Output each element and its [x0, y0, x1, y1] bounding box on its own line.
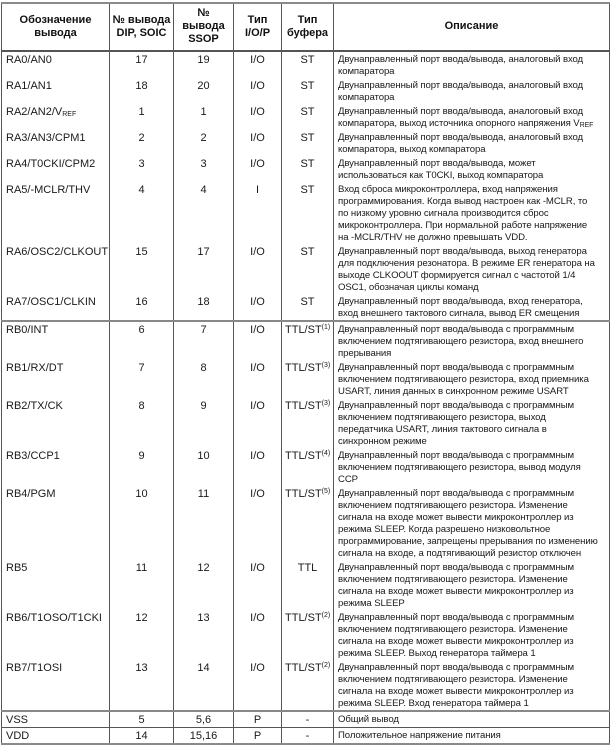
- pin-name-cell: [2, 660, 110, 711]
- pin-description-cell: [334, 610, 610, 660]
- description-line: по низкому уровню сигнала производится сброс: [338, 208, 549, 219]
- table-row: [2, 610, 610, 660]
- description-line: для подключения резонатора. В режиме ER генератора на: [338, 258, 595, 269]
- pin-ssop-number: 3: [174, 156, 234, 182]
- pin-description-cell: [334, 244, 610, 294]
- description-line: CCP: [338, 474, 358, 485]
- pin-name-cell: [2, 448, 110, 486]
- pin-buffer-type: TTL/ST: [285, 450, 322, 462]
- pin-name: VSS: [6, 714, 29, 726]
- pin-io-type: I/O: [234, 360, 282, 398]
- pin-name: RB5: [6, 562, 28, 574]
- pin-name: RA2/AN2/V: [6, 106, 63, 118]
- table-header: [2, 3, 610, 51]
- pin-ssop-number: 8: [174, 360, 234, 398]
- pin-ssop-number: 1: [174, 104, 234, 130]
- pin-name: RA6/OSC2/CLKOUT: [6, 246, 109, 258]
- pin-io-type: P: [234, 728, 282, 745]
- pin-name: RB0/INT: [6, 324, 49, 336]
- pin-dip-number: 6: [110, 321, 174, 360]
- pin-description-cell: [334, 398, 610, 448]
- table-row: [2, 182, 610, 244]
- description-line: компаратора: [338, 92, 395, 103]
- header-line: DIP, SOIC: [116, 26, 167, 39]
- pin-name: RB7/T1OSI: [6, 662, 63, 674]
- description-line: включением подтягивающего резистора, вход приемника: [338, 374, 589, 385]
- description-line: сигнала на входе может вывести микроконтроллер из: [338, 636, 574, 647]
- header-line: I/O/P: [244, 26, 271, 39]
- description-line: Вход сброса микроконтроллера, вход напряжения: [338, 184, 558, 195]
- pin-buffer-type: ST: [300, 246, 315, 258]
- pin-description-cell: [334, 104, 610, 130]
- pin-buffer-type: ST: [300, 296, 315, 308]
- description-line: режима SLEEP: [338, 598, 405, 609]
- pin-buffer-type-cell: [282, 610, 334, 660]
- pin-dip-number: 5: [110, 711, 174, 728]
- pin-dip-number: 18: [110, 78, 174, 104]
- description-line: включением подтягивающего резистора, вход внешнего: [338, 336, 584, 347]
- pin-dip-number: 4: [110, 182, 174, 244]
- pin-name-cell: [2, 321, 110, 360]
- pin-buffer-type-cell: [282, 156, 334, 182]
- description-line: Двунаправленный порт ввода/вывода, может: [338, 158, 536, 169]
- pin-ssop-number: 7: [174, 321, 234, 360]
- pin-ssop-number: 14: [174, 660, 234, 711]
- pin-io-type: I/O: [234, 130, 282, 156]
- pin-io-type: I/O: [234, 610, 282, 660]
- pin-ssop-number: 4: [174, 182, 234, 244]
- table-row: [2, 130, 610, 156]
- pin-description-cell: [334, 321, 610, 360]
- pin-io-type: I/O: [234, 660, 282, 711]
- table-row: [2, 486, 610, 560]
- description-line: Двунаправленный порт ввода/вывода с программным: [338, 562, 575, 573]
- description-subscript: REF: [579, 122, 594, 129]
- pin-name: RA5/-MCLR/THV: [6, 184, 91, 196]
- header-line: № вывода: [182, 7, 225, 32]
- description-line: включением подтягивающего резистора. Изменение: [338, 674, 568, 685]
- pin-buffer-type: TTL/ST: [285, 662, 322, 674]
- pin-dip-number: 11: [110, 560, 174, 610]
- pin-description-cell: [334, 294, 610, 321]
- description-line: включением подтягивающего резистора. Изменение: [338, 500, 568, 511]
- pin-buffer-type: ST: [300, 158, 315, 170]
- pin-ssop-number: 20: [174, 78, 234, 104]
- pin-ssop-number: 15,16: [174, 728, 234, 745]
- pin-name-cell: [2, 711, 110, 728]
- pin-description-cell: [334, 156, 610, 182]
- table-body: [2, 51, 610, 744]
- pin-buffer-type: TTL: [297, 562, 318, 574]
- pin-io-type: I/O: [234, 51, 282, 78]
- table-row: [2, 51, 610, 78]
- pin-buffer-type: ST: [300, 106, 315, 118]
- table-row: [2, 398, 610, 448]
- description-line: сигнала на входе может вывести микроконтроллер из: [338, 686, 574, 697]
- pin-dip-number: 1: [110, 104, 174, 130]
- pin-buffer-type: TTL/ST: [285, 362, 322, 374]
- pin-description-table: [1, 2, 610, 745]
- table-row: [2, 321, 610, 360]
- header-line: Тип: [297, 13, 318, 26]
- description-line: сигнала на входе, а подтягивающий резистор отключен: [338, 548, 582, 559]
- pin-buffer-type-cell: [282, 448, 334, 486]
- pin-description-cell: [334, 51, 610, 78]
- pin-name: RA0/AN0: [6, 54, 52, 66]
- description-line: вход внешнего тактового сигнала, вывод ER смещения: [338, 308, 580, 319]
- pin-name-cell: [2, 610, 110, 660]
- pin-buffer-type-cell: [282, 486, 334, 560]
- description-line: Двунаправленный порт ввода/вывода, аналоговый вход: [338, 106, 584, 117]
- header-buffer-type: [282, 3, 334, 51]
- pin-buffer-type-cell: [282, 360, 334, 398]
- pin-name-cell: [2, 51, 110, 78]
- description-line: программирование, запрещены прерывания по изменению: [338, 536, 598, 547]
- description-line: Двунаправленный порт ввода/вывода, вход генератора,: [338, 296, 583, 307]
- pin-buffer-type: ST: [300, 132, 315, 144]
- pin-name: VDD: [6, 730, 30, 742]
- pin-name: RB6/T1OSO/T1CKI: [6, 612, 102, 624]
- pin-name: RB3/CCP1: [6, 450, 60, 462]
- pin-buffer-type: -: [305, 714, 310, 726]
- pin-io-type: I/O: [234, 560, 282, 610]
- pin-ssop-number: 9: [174, 398, 234, 448]
- table-row: [2, 78, 610, 104]
- description-line: Двунаправленный порт ввода/вывода, выход генератора: [338, 246, 587, 257]
- pin-io-type: P: [234, 711, 282, 728]
- description-line: программирования. Когда вывод настроен как -MCLR, то: [338, 196, 588, 207]
- header-line: Обозначение: [19, 13, 92, 26]
- footnote-ref: (2): [321, 612, 331, 619]
- pin-buffer-type-cell: [282, 560, 334, 610]
- header-line: вывода: [34, 26, 77, 39]
- pin-description-cell: [334, 130, 610, 156]
- pin-dip-number: 16: [110, 294, 174, 321]
- pin-io-type: I/O: [234, 104, 282, 130]
- pin-io-type: I: [234, 182, 282, 244]
- pin-name-cell: [2, 398, 110, 448]
- footnote-ref: (2): [321, 662, 331, 669]
- description-line: режима SLEEP. Вход генератора таймера 1: [338, 698, 529, 709]
- table-row: [2, 711, 610, 728]
- pin-dip-number: 12: [110, 610, 174, 660]
- description-line: микроконтроллера. При нормальной работе напряжение: [338, 220, 588, 231]
- pin-name-cell: [2, 560, 110, 610]
- pin-name-cell: [2, 244, 110, 294]
- header-pin-dip: [110, 3, 174, 51]
- pin-ssop-number: 2: [174, 130, 234, 156]
- pin-io-type: I/O: [234, 156, 282, 182]
- pin-dip-number: 9: [110, 448, 174, 486]
- header-pin-ssop: [174, 3, 234, 51]
- header-io-type: [234, 3, 282, 51]
- description-line: компаратора: [338, 66, 395, 77]
- pin-ssop-number: 18: [174, 294, 234, 321]
- table-row: [2, 360, 610, 398]
- pin-io-type: I/O: [234, 321, 282, 360]
- description-line: Общий вывод: [338, 714, 399, 725]
- pin-buffer-type-cell: [282, 711, 334, 728]
- header-pin-name: [2, 3, 110, 51]
- description-line: включением подтягивающего резистора, выход: [338, 412, 546, 423]
- description-line: Двунаправленный порт ввода/вывода с программным: [338, 662, 575, 673]
- description-line: выходе CLKOOUT формируется сигнал с частотой 1/4: [338, 270, 576, 281]
- pin-buffer-type: -: [305, 730, 310, 742]
- description-line: включением подтягивающего резистора. Изменение: [338, 624, 568, 635]
- pin-description-cell: [334, 360, 610, 398]
- header-line: SSOP: [188, 33, 219, 45]
- pin-buffer-type: TTL/ST: [285, 488, 322, 500]
- pin-buffer-type-cell: [282, 398, 334, 448]
- footnote-ref: (1): [321, 324, 331, 331]
- table-row: [2, 156, 610, 182]
- pin-io-type: I/O: [234, 398, 282, 448]
- pin-io-type: I/O: [234, 244, 282, 294]
- table-row: [2, 244, 610, 294]
- pin-dip-number: 8: [110, 398, 174, 448]
- pin-description-cell: [334, 711, 610, 728]
- pin-ssop-number: 10: [174, 448, 234, 486]
- pin-name-cell: [2, 182, 110, 244]
- table-row: [2, 660, 610, 711]
- pin-buffer-type-cell: [282, 104, 334, 130]
- pin-buffer-type: ST: [300, 184, 315, 196]
- table-row: [2, 104, 610, 130]
- pin-name: RB1/RX/DT: [6, 362, 64, 374]
- pin-ssop-number: 13: [174, 610, 234, 660]
- pin-ssop-number: 19: [174, 51, 234, 78]
- pin-dip-number: 10: [110, 486, 174, 560]
- description-line: включением подтягивающего резистора. Изменение: [338, 574, 568, 585]
- description-line: Положительное напряжение питания: [338, 730, 501, 741]
- pin-dip-number: 3: [110, 156, 174, 182]
- description-line: Двунаправленный порт ввода/вывода с программным: [338, 450, 575, 461]
- pin-name-cell: [2, 104, 110, 130]
- footnote-ref: (4): [321, 450, 331, 457]
- pin-io-type: I/O: [234, 486, 282, 560]
- pin-buffer-type-cell: [282, 660, 334, 711]
- pin-ssop-number: 12: [174, 560, 234, 610]
- description-line: компаратора, выход источника опорного напряжения V: [338, 118, 580, 129]
- header-line: Тип: [247, 13, 268, 26]
- pin-buffer-type: TTL/ST: [285, 612, 322, 624]
- description-line: USART, линия данных в синхронном режиме USART: [338, 386, 569, 397]
- pin-name: RA3/AN3/CPM1: [6, 132, 86, 144]
- pin-buffer-type-cell: [282, 244, 334, 294]
- pin-name-cell: [2, 486, 110, 560]
- pin-name: RB4/PGM: [6, 488, 56, 500]
- pin-buffer-type-cell: [282, 182, 334, 244]
- description-line: режима SLEEP. Когда разрешено низковольтное: [338, 524, 551, 535]
- table-row: [2, 448, 610, 486]
- table-row: [2, 560, 610, 610]
- description-line: режима SLEEP. Выход генератора таймера 1: [338, 648, 536, 659]
- description-line: Двунаправленный порт ввода/вывода, аналоговый вход: [338, 80, 584, 91]
- pin-name: RB2/TX/CK: [6, 400, 63, 412]
- pin-dip-number: 17: [110, 51, 174, 78]
- pin-ssop-number: 17: [174, 244, 234, 294]
- description-line: Двунаправленный порт ввода/вывода, аналоговый вход: [338, 132, 584, 143]
- header-line: № вывода: [112, 13, 171, 26]
- description-line: использоваться как T0CKI, выход компаратора: [338, 170, 544, 181]
- pin-buffer-type-cell: [282, 51, 334, 78]
- description-line: на -MCLR/THV не должно превышать VDD.: [338, 232, 528, 243]
- pin-buffer-type-cell: [282, 78, 334, 104]
- description-line: Двунаправленный порт ввода/вывода с программным: [338, 612, 575, 623]
- pin-io-type: I/O: [234, 448, 282, 486]
- pin-ssop-number: 5,6: [174, 711, 234, 728]
- description-line: компаратора, выход компаратора: [338, 144, 486, 155]
- pin-name-cell: [2, 156, 110, 182]
- pin-buffer-type: ST: [300, 54, 315, 66]
- description-line: Двунаправленный порт ввода/вывода с программным: [338, 400, 575, 411]
- pin-description-cell: [334, 486, 610, 560]
- pin-buffer-type: ST: [300, 80, 315, 92]
- description-line: передатчика USART, линия тактового сигнала в: [338, 424, 547, 435]
- pin-name-subscript: REF: [62, 111, 77, 118]
- footnote-ref: (3): [321, 400, 331, 407]
- pin-description-cell: [334, 660, 610, 711]
- pin-io-type: I/O: [234, 294, 282, 321]
- description-line: Двунаправленный порт ввода/вывода, аналоговый вход: [338, 54, 584, 65]
- pin-dip-number: 7: [110, 360, 174, 398]
- footnote-ref: (3): [321, 362, 331, 369]
- pin-dip-number: 2: [110, 130, 174, 156]
- pin-buffer-type-cell: [282, 130, 334, 156]
- pin-description-cell: [334, 448, 610, 486]
- description-line: сигнала на входе может вывести микроконтроллер из: [338, 512, 574, 523]
- description-line: прерывания: [338, 348, 392, 359]
- pin-buffer-type: TTL/ST: [285, 400, 322, 412]
- pin-buffer-type: TTL/ST: [285, 324, 322, 336]
- description-line: Двунаправленный порт ввода/вывода с программным: [338, 488, 575, 499]
- pin-ssop-number: 11: [174, 486, 234, 560]
- pin-buffer-type-cell: [282, 321, 334, 360]
- pin-name-cell: [2, 78, 110, 104]
- table-row: [2, 294, 610, 321]
- header-description: Описание: [334, 3, 610, 51]
- pin-name: RA1/AN1: [6, 80, 52, 92]
- pin-name-cell: [2, 294, 110, 321]
- description-line: синхронном режиме: [338, 436, 427, 447]
- pin-name-cell: [2, 130, 110, 156]
- description-line: сигнала на входе может вывести микроконтроллер из: [338, 586, 574, 597]
- pin-dip-number: 15: [110, 244, 174, 294]
- pin-name-cell: [2, 360, 110, 398]
- description-line: Двунаправленный порт ввода/вывода с программным: [338, 362, 575, 373]
- pin-name: RA4/T0CKI/CPM2: [6, 158, 96, 170]
- pin-description-cell: [334, 560, 610, 610]
- pin-io-type: I/O: [234, 78, 282, 104]
- description-line: включением подтягивающего резистора, вывод модуля: [338, 462, 581, 473]
- pin-dip-number: 13: [110, 660, 174, 711]
- pin-description-cell: [334, 78, 610, 104]
- description-line: Двунаправленный порт ввода/вывода с программным: [338, 324, 575, 335]
- pin-name: RA7/OSC1/CLKIN: [6, 296, 96, 308]
- footnote-ref: (5): [321, 488, 331, 495]
- pin-dip-number: 14: [110, 728, 174, 745]
- header-line: буфера: [286, 26, 329, 39]
- pin-buffer-type-cell: [282, 294, 334, 321]
- pin-description-cell: [334, 182, 610, 244]
- description-line: OSC1, обозначая циклы команд: [338, 282, 479, 293]
